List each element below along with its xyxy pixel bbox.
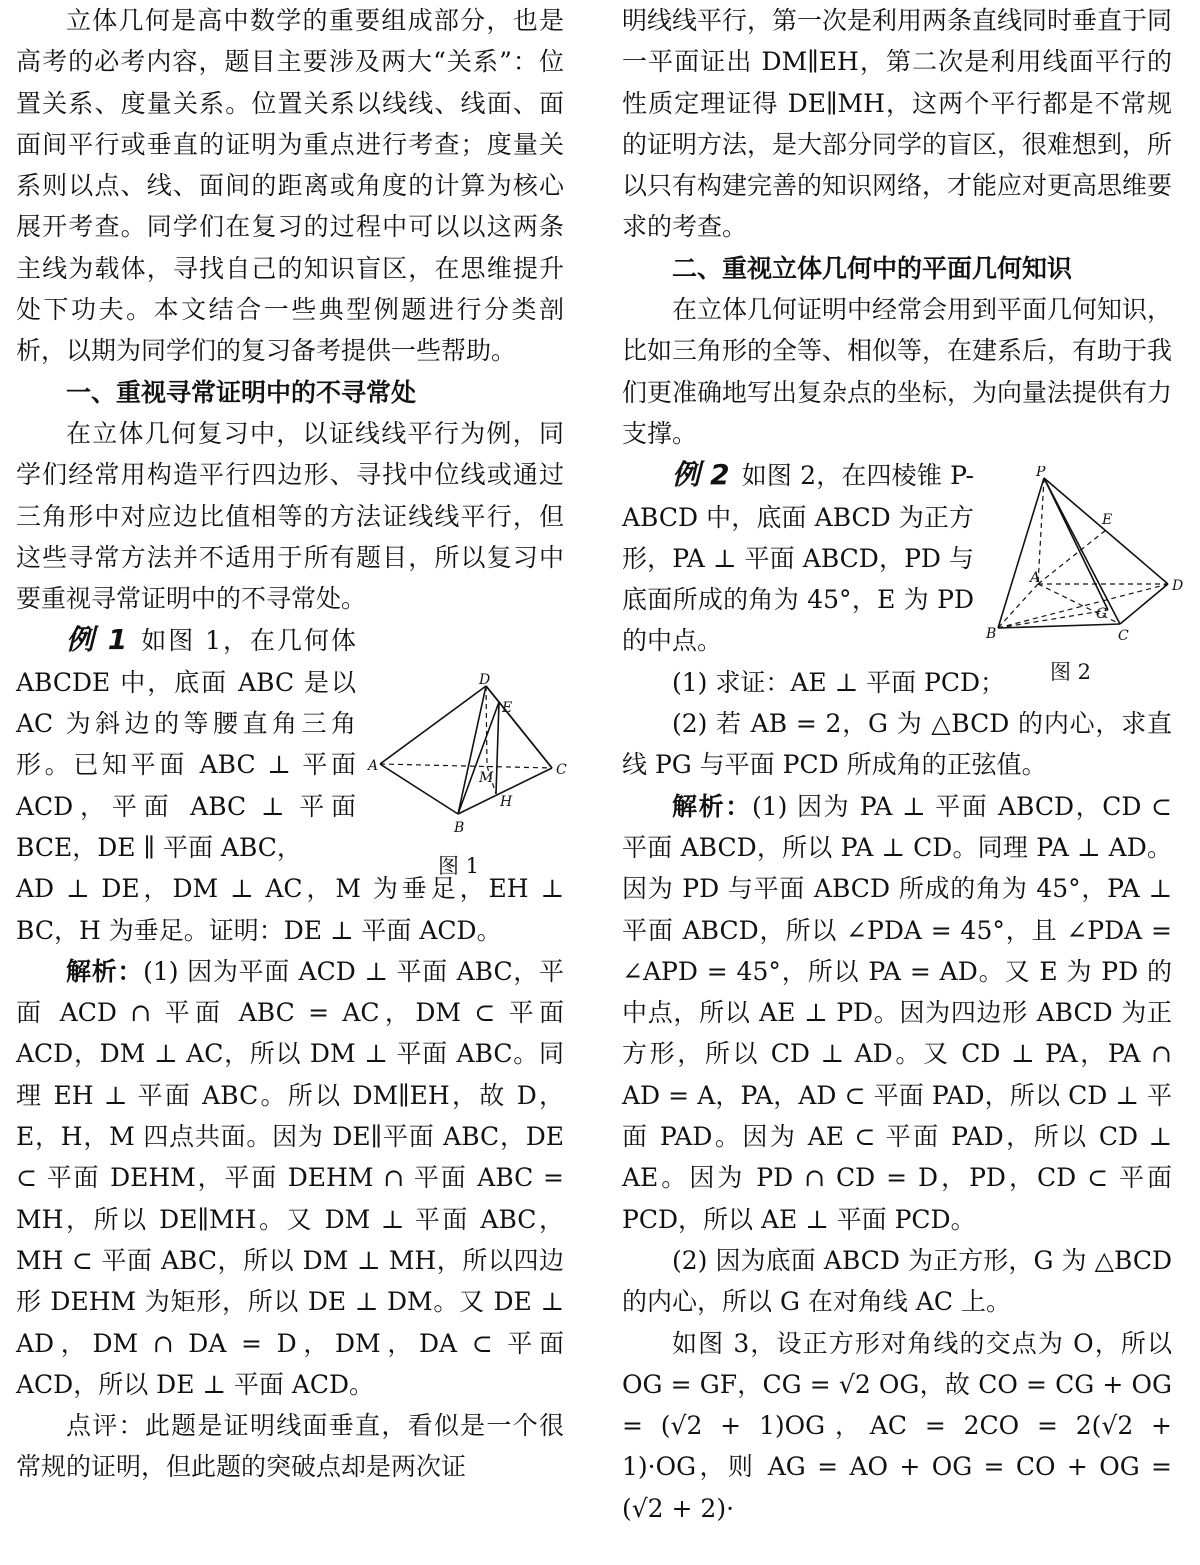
right-column [622,0,1172,1529]
solution2-label: 解析： [672,791,752,821]
intro-paragraph: 立体几何是高中数学的重要组成部分，也是高考的必考内容，题目主要涉及两大“关系”：位置关系、度量关系。位置关系以线线、线面、面面间平行或垂直的证明为重点进行考查；度量关系则以点、线、面间的距离或角度的计算为核心展开考查。同学们在复习的过程中可以以这两条主线为载体，寻找自己的知识盲区，在思维提升处下功夫。本文结合一些典型例题进行分类剖析，以期为同学们的复习备考提供一些帮助。 [16,6,564,366]
fig1-label-C: C [556,762,567,778]
example2-text-a: 如图 2，在四棱锥 P-ABCD 中，底面 ABCD 为正方形，PA ⊥ 平面 ABCD，PD 与底面所成的角为 45°，E 为 PD 的中点。 [622,461,975,656]
comment1-continued: 明线线平行，第一次是利用两条直线同时垂直于同一平面证出 DM∥EH，第二次是利用线面平行的性质定理证得 DE∥MH，这两个平行都是不常规的证明方法，是大部分同学的盲区，很难想到，所以只有构建完善的知识网络，才能应对更高思维要求的考查。 [622,6,1173,242]
fig1-label-A: A [368,758,379,774]
comment1-text: 此题是证明线面垂直，看似是一个很常规的证明，但此题的突破点却是两次证 [16,1411,564,1482]
fig2-label-G: G [1096,606,1108,622]
section1-paragraph: 在立体几何复习中，以证线线平行为例，同学们经常用构造平行四边形、寻找中位线或通过三角形中对应边比值相等的方法证线线平行，但这些寻常方法并不适用于所有题目，所以复习中要重视寻常证明中的不寻常处。 [16,418,564,614]
solution1-label: 解析： [66,956,144,986]
example2-question2: (2) 若 AB = 2，G 为 △BCD 的内心，求直线 PG 与平面 PCD 所成角的正弦值。 [622,709,1172,780]
fig1-label-E: E [502,700,513,716]
example1-statement-cont: AD ⊥ DE，DM ⊥ AC，M 为垂足，EH ⊥ BC，H 为垂足。证明：DE ⊥ 平面 ACD。 [16,874,564,945]
fig2-label-D: D [1172,578,1184,594]
example2-statement [622,454,974,661]
figure2-caption: 图 2 [1050,660,1092,684]
solution2-part2: (2) 因为底面 ABCD 为正方形，G 为 △BCD 的内心，所以 G 在对角线 AC 上。 [622,1245,1172,1317]
fig1-label-B: B [454,820,465,836]
section2-paragraph: 在立体几何证明中经常会用到平面几何知识，比如三角形的全等、相似等，在建系后，有助于我们更准确地写出复杂点的坐标，为向量法提供有力支撑。 [622,295,1173,448]
fig1-label-D: D [479,672,491,688]
solution2-part3: 如图 3，设正方形对角线的交点为 O，所以 OG = GF，CG = √2 OG，故 CO = CG + OG = (√2 + 1)OG，AC = 2CO = 2(√2 + 1)·OG，则 AG = AO + OG = CO + OG = (√2 + 2)· [622,1328,1172,1523]
solution2-text: (1) 因为 PA ⊥ 平面 ABCD，CD ⊂ 平面 ABCD，所以 PA ⊥ CD。同理 PA ⊥ AD。因为 PD 与平面 ABCD 所成的角为 45°，PA ⊥ 平面 ABCD，所以 ∠PDA = 45°，且 ∠PDA = ∠APD = 45°，所以 PA = AD。又 E 为 PD 的中点，所以 AE ⊥ PD。因为四边形 ABCD 为正方形，所以 CD ⊥ AD。又 CD ⊥ PA，PA ∩ AD = A，PA，AD ⊂ 平面 PAD，所以 CD ⊥ 平面 PAD。因为 AE ⊂ 平面 PAD，所以 CD ⊥ AE。因为 PD ∩ CD = D，PD，CD ⊂ 平面 PCD，所以 AE ⊥ 平面 PCD。 [622,791,1172,1234]
comment1 [16,1405,564,1488]
fig2-label-B: B [986,626,997,642]
figure1-diagram [366,672,576,842]
fig2-label-C: C [1118,628,1129,644]
example2-question1: (1) 求证：AE ⊥ 平面 PCD； [672,667,1006,697]
comment1-label: 点评： [66,1411,145,1441]
solution1 [16,951,564,1405]
fig2-label-E: E [1102,512,1113,528]
example1-text-a: 如图 1，在几何体 ABCDE 中，底面 ABC 是以 AC 为斜边的等腰直角三角形。已知平面 ABC ⊥ 平面 ACD，平面 ABC ⊥ 平面 BCE，DE ∥ 平面 ABC， [16,626,356,862]
example1-label: 例 1 [66,623,128,657]
figure2-diagram [986,466,1186,646]
figure2 [986,466,1186,646]
fig2-label-A: A [1030,570,1041,586]
example2-label: 例 2 [672,458,730,492]
figure1-caption: 图 1 [438,854,480,878]
section2-heading: 二、重视立体几何中的平面几何知识 [672,253,1073,283]
example1-statement [16,619,356,868]
figure1 [366,672,576,842]
fig1-label-M: M [479,770,494,786]
solution1-text: (1) 因为平面 ACD ⊥ 平面 ABC，平面 ACD ∩ 平面 ABC = AC，DM ⊂ 平面 ACD，DM ⊥ AC，所以 DM ⊥ 平面 ABC。同理 EH ⊥ 平面 ABC。所以 DM∥EH，故 D，E，H，M 四点共面。因为 DE∥平面 ABC，DE ⊂ 平面 DEHM，平面 DEHM ∩ 平面 ABC = MH，所以 DE∥MH。又 DM ⊥ 平面 ABC，MH ⊂ 平面 ABC，所以 DM ⊥ MH，所以四边形 DEHM 为矩形，所以 DE ⊥ DM。又 DE ⊥ AD，DM ∩ DA = D，DM，DA ⊂ 平面 ACD，所以 DE ⊥ 平面 ACD。 [16,956,564,1399]
solution2 [622,786,1172,1240]
fig2-label-P: P [1036,466,1046,480]
section1-heading: 一、重视寻常证明中的不寻常处 [66,377,417,407]
fig1-label-H: H [500,794,513,810]
